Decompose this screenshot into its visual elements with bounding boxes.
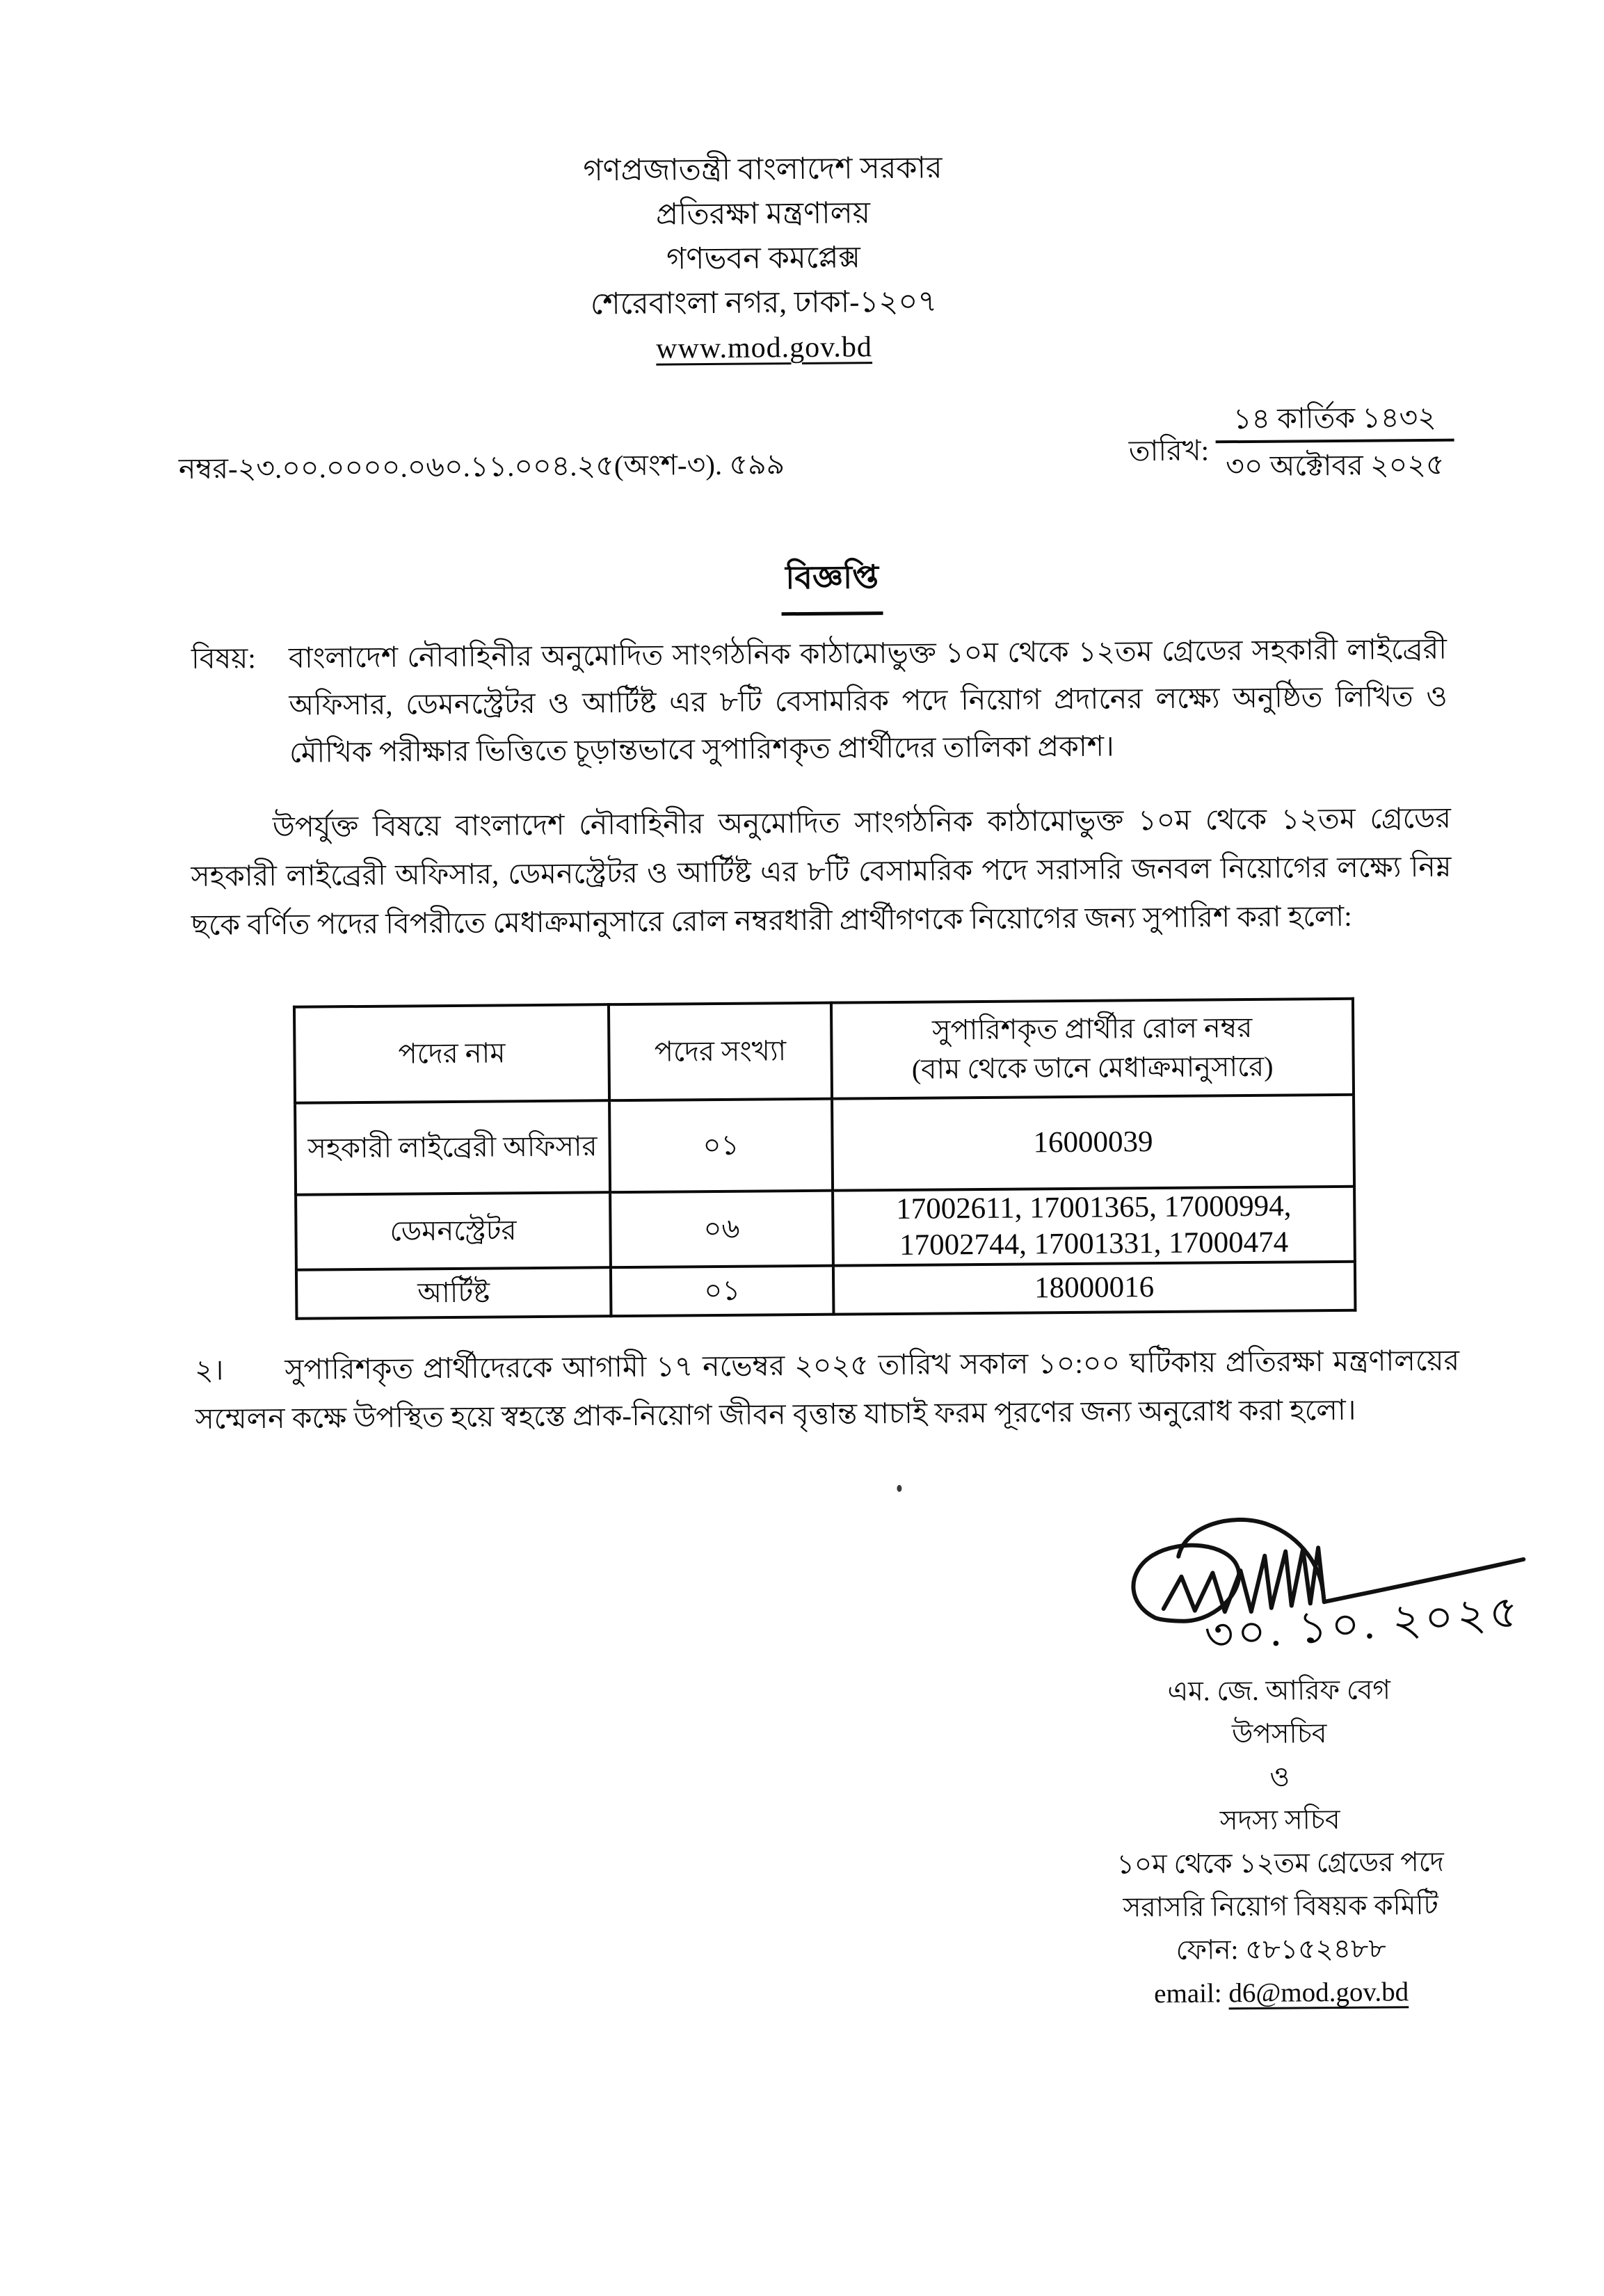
roll-numbers-cell: 16000039: [832, 1095, 1354, 1191]
recommendation-table: [293, 997, 1357, 1320]
date-label: তারিখ:: [1128, 433, 1210, 467]
subject-section: [191, 625, 1448, 777]
ministry-name: প্রতিরক্ষা মন্ত্রণালয়: [655, 197, 871, 232]
date-block: [1128, 399, 1454, 486]
committee-line2: সরাসরি নিয়োগ বিষয়ক কমিটি: [1123, 1890, 1438, 1923]
body-paragraph-2: [195, 1336, 1460, 1443]
scan-artifact-dot: [897, 1485, 901, 1492]
post-name-cell: আর্টিষ্ট: [296, 1267, 611, 1319]
date-divider-line: [1216, 439, 1454, 444]
post-count-cell: ০৬: [610, 1191, 833, 1268]
email-label: email:: [1154, 1978, 1222, 2009]
post-count-cell: ০১: [609, 1099, 833, 1193]
post-name-cell: সহকারী লাইব্রেরী অফিসার: [295, 1100, 610, 1195]
subject-text: বাংলাদেশ নৌবাহিনীর অনুমোদিত সাংগঠনিক কাঠামোভুক্ত ১০ম থেকে ১২তম গ্রেডের সহকারী লাইব্রেরী অফিসার, ডেমনস্ট্রেটর ও আর্টিষ্ট এর ৮টি বেসামরিক পদে নিয়োগ প্রদানের লক্ষ্যে অনুষ্ঠিত লিখিত ও মৌখিক পরীক্ষার ভিত্তিতে চূড়ান্তভাবে সুপারিশকৃত প্রার্থীদের তালিকা প্রকাশ।: [288, 632, 1447, 769]
roll-header-line2: (বাম থেকে ডানে মেধাক্রমানুসারে): [911, 1050, 1274, 1085]
letterhead: [0, 142, 1533, 376]
subject-label: বিষয়:: [191, 642, 256, 675]
committee-line1: ১০ম থেকে ১২তম গ্রেডের পদে: [1116, 1847, 1445, 1880]
notice-title: [0, 547, 1604, 622]
paragraph-number: ২।: [194, 1354, 224, 1386]
complex-name: গণভবন কমপ্লেক্স: [666, 241, 861, 276]
website-link: www.mod.gov.bd: [656, 331, 873, 365]
roll-numbers-cell: 17002611, 17001365, 17000994, 17002744, 17001331, 17000474: [833, 1187, 1355, 1266]
table-row: [295, 1095, 1354, 1195]
body-paragraph-1: উপর্যুক্ত বিষয়ে বাংলাদেশ নৌবাহিনীর অনুমোদিত সাংগঠনিক কাঠামোভুক্ত ১০ম থেকে ১২তম গ্রেডের সহকারী লাইব্রেরী অফিসার, ডেমনস্ট্রেটর ও আর্টিষ্ট এর ৮টি বেসামরিক পদে সরাসরি জনবল নিয়োগের লক্ষ্যে নিম্ন ছকে বর্ণিত পদের বিপরীতে মেধাক্রমানুসারে রোল নম্বরধারী প্রার্থীগণকে নিয়োগের জন্য সুপারিশ করা হলো:: [191, 801, 1452, 941]
roll-header-line1: সুপারিশকৃত প্রার্থীর রোল নম্বর: [931, 1011, 1253, 1046]
email-address: d6@mod.gov.bd: [1228, 1977, 1409, 2009]
signatory-email-line: [968, 1969, 1594, 2017]
post-name-cell: ডেমনস্ট্রেটর: [296, 1192, 611, 1270]
date-gregorian: ৩০ অক্টোবর ২০২৫: [1225, 448, 1445, 483]
column-header-roll-numbers: [831, 999, 1354, 1099]
roll-numbers-cell: 18000016: [833, 1262, 1356, 1315]
signatory-designation: উপসচিব: [1231, 1719, 1327, 1750]
signatory-phone: ফোন: ৫৮১৫২৪৮৮: [1176, 1934, 1386, 1966]
memo-number: নম্বর-২৩.০০.০০০০.০৬০.১১.০০৪.২৫(অংশ-৩). ৫৯৯: [178, 448, 785, 485]
paragraph-text: সুপারিশকৃত প্রার্থীদেরকে আগামী ১৭ নভেম্বর ২০২৫ তারিখ সকাল ১০:০০ ঘটিকায় প্রতিরক্ষা মন্ত্রণালয়ের সম্মেলন কক্ষে উপস্থিত হয়ে স্বহস্তে প্রাক-নিয়োগ জীবন বৃত্তান্ত যাচাই ফরম পূরণের জন্য অনুরোধ করা হলো।: [195, 1344, 1460, 1435]
signatory-conjunction: ও: [1269, 1762, 1290, 1792]
address-line: শেরেবাংলা নগর, ঢাকা-১২০৭: [590, 285, 938, 321]
handwritten-date: ৩০. ১০. ২০২৫: [1203, 1587, 1524, 1661]
signatory-name: এম. জে. আরিফ বেগ: [1167, 1675, 1391, 1707]
signatory-role: সদস্য সচিব: [1219, 1804, 1340, 1836]
column-header-post-name: পদের নাম: [294, 1004, 609, 1103]
table-row: [296, 1262, 1356, 1319]
table-header-row: [294, 999, 1354, 1103]
post-count-cell: ০১: [611, 1266, 834, 1317]
signatory-block: [966, 1667, 1595, 2017]
date-bangla: ১৪ কার্তিক ১৪৩২: [1233, 401, 1437, 435]
date-fraction: [1215, 399, 1454, 485]
table-row: [296, 1187, 1355, 1270]
column-header-post-count: পদের সংখ্যা: [609, 1003, 832, 1101]
government-name: গণপ্রজাতন্ত্রী বাংলাদেশ সরকার: [583, 152, 943, 188]
notice-title-text: বিজ্ঞপ্তি: [781, 553, 883, 616]
